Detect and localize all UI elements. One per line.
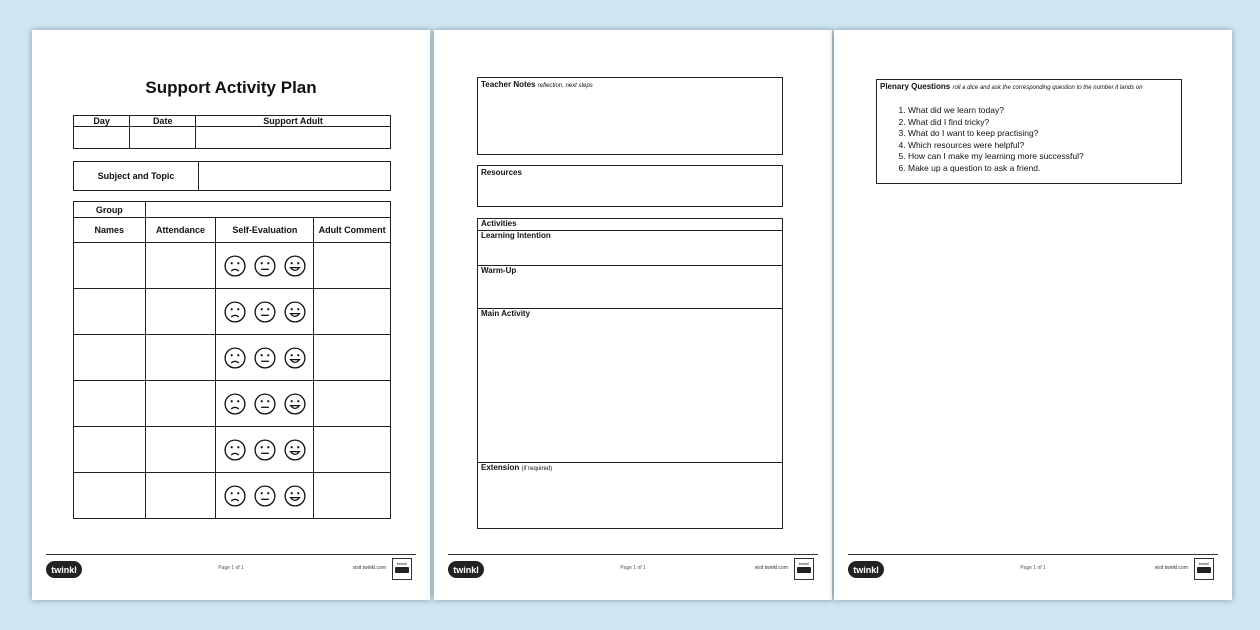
- day-date-table: [73, 115, 391, 149]
- main-activity-label: Main Activity: [481, 309, 531, 318]
- happy-face-icon[interactable]: [284, 439, 306, 461]
- happy-face-icon[interactable]: [284, 393, 306, 415]
- extension-hint: (if required): [521, 466, 553, 472]
- site-link[interactable]: visit twinkl.com: [754, 565, 788, 571]
- attendance-cell[interactable]: [145, 289, 216, 335]
- plenary-label: Plenary Questions: [880, 82, 951, 91]
- resources-label: Resources: [481, 168, 522, 177]
- twinkl-badge: twinkl: [392, 558, 412, 580]
- happy-face-icon[interactable]: [284, 255, 306, 277]
- date-field[interactable]: [130, 127, 196, 149]
- group-table: [73, 201, 391, 519]
- page-support-plan: [32, 30, 430, 600]
- col-names: Names: [74, 218, 146, 243]
- table-row: [74, 427, 391, 473]
- activities-box: [477, 218, 783, 529]
- plenary-question: 4. Which resources were helpful?: [908, 140, 1178, 152]
- neutral-face-icon[interactable]: [254, 301, 276, 323]
- self-evaluation-cell: [216, 473, 314, 519]
- name-cell[interactable]: [74, 473, 146, 519]
- attendance-cell[interactable]: [145, 335, 216, 381]
- page-plenary: [834, 30, 1232, 600]
- name-cell[interactable]: [74, 243, 146, 289]
- table-row: [74, 243, 391, 289]
- happy-face-icon[interactable]: [284, 485, 306, 507]
- group-field[interactable]: [145, 202, 390, 218]
- sad-face-icon[interactable]: [224, 485, 246, 507]
- footer-divider: [848, 554, 1218, 555]
- sad-face-icon[interactable]: [224, 255, 246, 277]
- sad-face-icon[interactable]: [224, 393, 246, 415]
- adult-comment-cell[interactable]: [314, 473, 391, 519]
- table-row: [74, 473, 391, 519]
- group-label: Group: [74, 202, 146, 218]
- name-cell[interactable]: [74, 289, 146, 335]
- neutral-face-icon[interactable]: [254, 439, 276, 461]
- day-header: Day: [74, 116, 130, 127]
- page-number: Page 1 of 1: [218, 565, 244, 571]
- plenary-question: 3. What do I want to keep practising?: [908, 128, 1178, 140]
- twinkl-logo: twinkl: [848, 561, 884, 578]
- attendance-cell[interactable]: [145, 427, 216, 473]
- warm-up-label: Warm-Up: [481, 266, 517, 275]
- neutral-face-icon[interactable]: [254, 347, 276, 369]
- self-evaluation-cell: [216, 335, 314, 381]
- happy-face-icon[interactable]: [284, 301, 306, 323]
- name-cell[interactable]: [74, 427, 146, 473]
- footer-divider: [46, 554, 416, 555]
- plenary-question: 5. How can I make my learning more successful?: [908, 151, 1178, 163]
- plenary-hint: roll a dice and ask the corresponding question to the number it lands on: [952, 85, 1143, 91]
- table-row: [74, 335, 391, 381]
- sad-face-icon[interactable]: [224, 347, 246, 369]
- adult-comment-cell[interactable]: [314, 427, 391, 473]
- col-self-evaluation: Self-Evaluation: [216, 218, 314, 243]
- neutral-face-icon[interactable]: [254, 485, 276, 507]
- plenary-question-list: [908, 105, 1178, 174]
- footer-divider: [448, 554, 818, 555]
- page-title: Support Activity Plan: [145, 78, 317, 97]
- adult-comment-cell[interactable]: [314, 243, 391, 289]
- attendance-cell[interactable]: [145, 473, 216, 519]
- teacher-notes-label: Teacher Notes: [481, 80, 536, 89]
- support-adult-field[interactable]: [196, 127, 391, 149]
- self-evaluation-cell: [216, 289, 314, 335]
- table-row: [74, 381, 391, 427]
- neutral-face-icon[interactable]: [254, 255, 276, 277]
- subject-topic-field[interactable]: [199, 162, 390, 190]
- subject-topic-label: Subject and Topic: [74, 162, 199, 190]
- twinkl-badge: twinkl: [1194, 558, 1214, 580]
- learning-intention-divider: [478, 265, 782, 266]
- plenary-question: 6. Make up a question to ask a friend.: [908, 163, 1178, 175]
- plenary-question: 2. What did I find tricky?: [908, 117, 1178, 129]
- neutral-face-icon[interactable]: [254, 393, 276, 415]
- site-link[interactable]: visit twinkl.com: [352, 565, 386, 571]
- adult-comment-cell[interactable]: [314, 381, 391, 427]
- site-link[interactable]: visit twinkl.com: [1154, 565, 1188, 571]
- page-teacher-notes: [434, 30, 832, 600]
- resources-box[interactable]: [477, 165, 783, 207]
- col-adult-comment: Adult Comment: [314, 218, 391, 243]
- day-field[interactable]: [74, 127, 130, 149]
- subject-topic-box: [73, 161, 391, 191]
- support-adult-header: Support Adult: [196, 116, 391, 127]
- twinkl-logo: twinkl: [46, 561, 82, 578]
- teacher-notes-hint: reflection, next steps: [537, 83, 593, 89]
- adult-comment-cell[interactable]: [314, 289, 391, 335]
- page-number: Page 1 of 1: [620, 565, 646, 571]
- name-cell[interactable]: [74, 381, 146, 427]
- twinkl-logo: twinkl: [448, 561, 484, 578]
- activities-label: Activities: [481, 219, 517, 228]
- twinkl-badge: twinkl: [794, 558, 814, 580]
- learning-intention-label: Learning Intention: [481, 231, 551, 240]
- adult-comment-cell[interactable]: [314, 335, 391, 381]
- plenary-box: [876, 79, 1182, 184]
- attendance-cell[interactable]: [145, 381, 216, 427]
- page-number: Page 1 of 1: [1020, 565, 1046, 571]
- self-evaluation-cell: [216, 243, 314, 289]
- sad-face-icon[interactable]: [224, 301, 246, 323]
- name-cell[interactable]: [74, 335, 146, 381]
- teacher-notes-box[interactable]: [477, 77, 783, 155]
- plenary-question: 1. What did we learn today?: [908, 105, 1178, 117]
- col-attendance: Attendance: [145, 218, 216, 243]
- self-evaluation-cell: [216, 381, 314, 427]
- date-header: Date: [130, 116, 196, 127]
- happy-face-icon[interactable]: [284, 347, 306, 369]
- sad-face-icon[interactable]: [224, 439, 246, 461]
- table-row: [74, 289, 391, 335]
- attendance-cell[interactable]: [145, 243, 216, 289]
- extension-label: Extension: [481, 463, 520, 472]
- self-evaluation-cell: [216, 427, 314, 473]
